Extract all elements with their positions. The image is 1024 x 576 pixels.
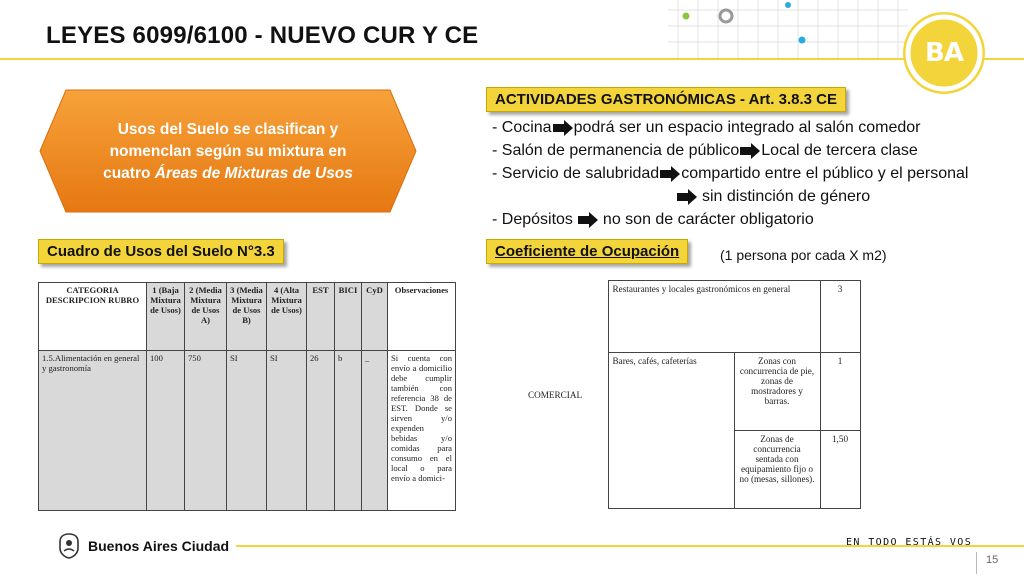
activity-salon-text: Local de tercera clase [761, 142, 918, 159]
activities-list [492, 116, 968, 231]
city-shield-icon [58, 533, 80, 559]
cell-categoria: 1.5.Alimentación en general y gastronomía [39, 351, 147, 511]
actividades-label: ACTIVIDADES GASTRONÓMICAS - Art. 3.8.3 CE [486, 87, 846, 112]
arrow-right-icon [740, 143, 760, 159]
blue-dot-small-icon [785, 2, 791, 8]
cuadro-usos-label: Cuadro de Usos del Suelo N°3.3 [38, 239, 284, 264]
activity-cocina-label: - Cocina [492, 119, 552, 136]
activity-salon-label: - Salón de permanencia de público [492, 142, 740, 159]
table-row [510, 281, 860, 353]
cell-zonas-pie-value: 1 [820, 353, 860, 431]
cell-restaurantes-value: 3 [820, 281, 860, 353]
hexagon-line-3-italic: Áreas de Mixturas de Usos [154, 165, 353, 182]
hexagon-line-2: nomenclan según su mixtura en [109, 143, 347, 160]
footer-brand: Buenos Aires Ciudad [88, 538, 230, 554]
header-mixtura-4: 4 (Alta Mixtura de Usos) [267, 283, 307, 351]
cell-mixtura-4: SI [267, 351, 307, 511]
activity-row-salubridad [492, 162, 968, 185]
arrow-right-icon [677, 189, 697, 205]
cell-comercial: COMERCIAL [528, 389, 583, 400]
header-observaciones: Observaciones [388, 283, 456, 351]
hexagon-line-3 [70, 163, 386, 185]
ba-logo-text: BA [925, 38, 963, 68]
activity-cocina-text: podrá ser un espacio integrado al salón comedor [573, 119, 921, 136]
grid-pattern-decoration [668, 0, 908, 58]
coeficiente-label: Coeficiente de Ocupación [486, 239, 688, 264]
blue-dot-icon [799, 37, 806, 44]
cell-mixtura-2: 750 [185, 351, 227, 511]
activity-row-cocina [492, 116, 968, 139]
activity-row-salon [492, 139, 968, 162]
page-number: 15 [986, 554, 999, 566]
header-bici: BICI [335, 283, 362, 351]
header-est: EST [307, 283, 335, 351]
cell-est: 26 [307, 351, 335, 511]
activity-salubridad-text: compartido entre el público y el personal [681, 165, 969, 182]
header-mixtura-3: 3 (Media Mixtura de Usos B) [227, 283, 267, 351]
header-mixtura-1: 1 (Baja Mixtura de Usos) [147, 283, 185, 351]
cell-bares: Bares, cafés, cafeterías [608, 353, 734, 509]
cell-cyd: _ [362, 351, 388, 511]
activity-genero-text: sin distinción de género [702, 188, 871, 205]
table-row [39, 351, 456, 511]
footer-slogan: EN TODO ESTÁS VOS [846, 537, 973, 548]
coeficiente-table-wrap [510, 280, 861, 509]
header-cyd: CyD [362, 283, 388, 351]
cell-restaurantes: Restaurantes y locales gastronómicos en general [608, 281, 820, 353]
hexagon-line-1: Usos del Suelo se clasifican y [117, 121, 339, 138]
title-underline [0, 58, 1024, 60]
cell-zonas-sentada: Zonas de concurrencia sentada con equipamiento fijo o no (mesas, sillones). [734, 431, 820, 509]
cell-bici: b [335, 351, 362, 511]
cell-mixtura-3: SI [227, 351, 267, 511]
activity-depositos-text: no son de carácter obligatorio [602, 211, 814, 228]
gray-ring-icon [720, 10, 732, 22]
usos-suelo-table [38, 282, 456, 511]
activity-salubridad-label: - Servicio de salubridad [492, 165, 660, 182]
cell-mixtura-1: 100 [147, 351, 185, 511]
activity-row-depositos [492, 208, 968, 231]
coeficiente-table [510, 280, 861, 509]
arrow-right-icon [553, 120, 573, 136]
activity-depositos-label: - Depósitos [492, 211, 573, 228]
cell-zonas-sentada-value: 1,50 [820, 431, 860, 509]
green-dot-icon [683, 13, 690, 20]
header-mixtura-2: 2 (Media Mixtura de Usos A) [185, 283, 227, 351]
table-header-row [39, 283, 456, 351]
arrow-right-icon [660, 166, 680, 182]
ba-logo-ring [903, 12, 985, 94]
cell-zonas-pie: Zonas con concurrencia de pie, zonas de mostradores y barras. [734, 353, 820, 431]
cell-observaciones: Si cuenta con envío a domicilio debe cumplir también con referencia 38 de EST. Donde se sirven y/o expenden bebidas y/o comidas para consumo en el local o para envío a domici- [388, 351, 456, 511]
header-categoria: CATEGORIA DESCRIPCION RUBRO [39, 283, 147, 351]
slide-title: LEYES 6099/6100 - NUEVO CUR Y CE [46, 22, 479, 49]
coeficiente-note: (1 persona por cada X m2) [720, 247, 887, 263]
hexagon-line-3-prefix: cuatro [103, 165, 155, 182]
activity-row-genero [492, 185, 968, 208]
ba-logo [903, 12, 985, 94]
hexagon-text [70, 119, 386, 185]
arrow-right-icon [578, 212, 598, 228]
